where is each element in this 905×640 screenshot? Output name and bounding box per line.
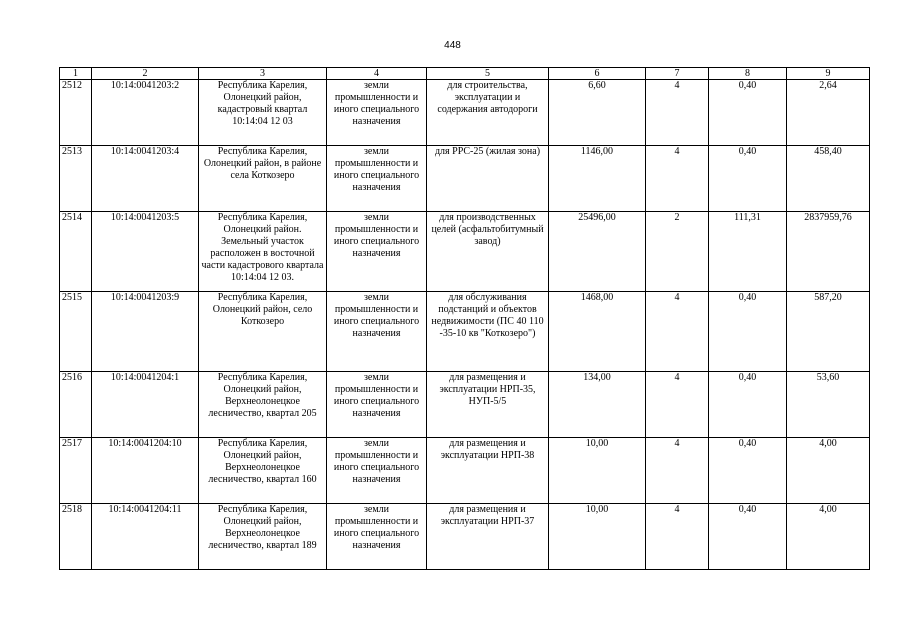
column-header: 8 (709, 68, 787, 80)
rate-cell: 0,40 (709, 438, 787, 504)
permitted-use-cell: для строительства, эксплуатации и содержания автодороги (427, 80, 549, 146)
permitted-use-cell: для размещения и эксплуатации НРП-37 (427, 504, 549, 570)
rate-cell: 0,40 (709, 80, 787, 146)
land-category-cell: земли промышленности и иного специального назначения (327, 504, 427, 570)
permitted-use-cell: для обслуживания подстанций и объектов недвижимости (ПС 40 110 -35-10 кв "Коткозеро") (427, 292, 549, 372)
row-number-cell: 2518 (60, 504, 92, 570)
table-row (60, 372, 870, 438)
cadastral-number-cell: 10:14:0041203:4 (92, 146, 199, 212)
location-cell: Республика Карелия, Олонецкий район, Верхнеолонецкое лесничество, квартал 189 (199, 504, 327, 570)
cadastral-number-cell: 10:14:0041204:10 (92, 438, 199, 504)
group-cell: 4 (646, 292, 709, 372)
row-number-cell: 2517 (60, 438, 92, 504)
column-header: 4 (327, 68, 427, 80)
land-category-cell: земли промышленности и иного специального назначения (327, 438, 427, 504)
location-cell: Республика Карелия, Олонецкий район, кадастровый квартал 10:14:04 12 03 (199, 80, 327, 146)
amount-cell: 4,00 (787, 504, 870, 570)
area-cell: 1146,00 (549, 146, 646, 212)
land-category-cell: земли промышленности и иного специального назначения (327, 80, 427, 146)
land-category-cell: земли промышленности и иного специального назначения (327, 292, 427, 372)
area-cell: 1468,00 (549, 292, 646, 372)
cadastral-number-cell: 10:14:0041203:9 (92, 292, 199, 372)
location-cell: Республика Карелия, Олонецкий район. Земельный участок расположен в восточной части кадастрового квартала 10:14:04 12 03. (199, 212, 327, 292)
amount-cell: 2,64 (787, 80, 870, 146)
location-cell: Республика Карелия, Олонецкий район, Верхнеолонецкое лесничество, квартал 205 (199, 372, 327, 438)
rate-cell: 0,40 (709, 504, 787, 570)
column-header: 3 (199, 68, 327, 80)
cadastral-number-cell: 10:14:0041203:2 (92, 80, 199, 146)
table-row (60, 504, 870, 570)
land-category-cell: земли промышленности и иного специального назначения (327, 146, 427, 212)
group-cell: 4 (646, 80, 709, 146)
column-header: 1 (60, 68, 92, 80)
row-number-cell: 2512 (60, 80, 92, 146)
group-cell: 4 (646, 438, 709, 504)
rate-cell: 111,31 (709, 212, 787, 292)
amount-cell: 587,20 (787, 292, 870, 372)
amount-cell: 4,00 (787, 438, 870, 504)
cadastral-number-cell: 10:14:0041204:11 (92, 504, 199, 570)
cadastral-number-cell: 10:14:0041203:5 (92, 212, 199, 292)
table-row (60, 212, 870, 292)
land-category-cell: земли промышленности и иного специального назначения (327, 372, 427, 438)
table-row (60, 80, 870, 146)
group-cell: 4 (646, 504, 709, 570)
table-row (60, 438, 870, 504)
group-cell: 2 (646, 212, 709, 292)
table-row (60, 146, 870, 212)
permitted-use-cell: для производственных целей (асфальтобитумный завод) (427, 212, 549, 292)
column-number-row (60, 68, 870, 80)
column-header: 9 (787, 68, 870, 80)
location-cell: Республика Карелия, Олонецкий район, Верхнеолонецкое лесничество, квартал 160 (199, 438, 327, 504)
column-header: 5 (427, 68, 549, 80)
rate-cell: 0,40 (709, 146, 787, 212)
permitted-use-cell: для размещения и эксплуатации НРП-38 (427, 438, 549, 504)
row-number-cell: 2513 (60, 146, 92, 212)
table-row (60, 292, 870, 372)
permitted-use-cell: для РРС-25 (жилая зона) (427, 146, 549, 212)
column-header: 2 (92, 68, 199, 80)
land-registry-table (59, 67, 870, 570)
area-cell: 134,00 (549, 372, 646, 438)
column-header: 6 (549, 68, 646, 80)
group-cell: 4 (646, 372, 709, 438)
row-number-cell: 2516 (60, 372, 92, 438)
cadastral-number-cell: 10:14:0041204:1 (92, 372, 199, 438)
area-cell: 25496,00 (549, 212, 646, 292)
amount-cell: 53,60 (787, 372, 870, 438)
rate-cell: 0,40 (709, 292, 787, 372)
rate-cell: 0,40 (709, 372, 787, 438)
group-cell: 4 (646, 146, 709, 212)
amount-cell: 2837959,76 (787, 212, 870, 292)
page-number: 448 (444, 40, 461, 51)
row-number-cell: 2515 (60, 292, 92, 372)
row-number-cell: 2514 (60, 212, 92, 292)
permitted-use-cell: для размещения и эксплуатации НРП-35, НУП-5/5 (427, 372, 549, 438)
location-cell: Республика Карелия, Олонецкий район, село Коткозеро (199, 292, 327, 372)
area-cell: 10,00 (549, 438, 646, 504)
amount-cell: 458,40 (787, 146, 870, 212)
column-header: 7 (646, 68, 709, 80)
land-category-cell: земли промышленности и иного специального назначения (327, 212, 427, 292)
area-cell: 10,00 (549, 504, 646, 570)
area-cell: 6,60 (549, 80, 646, 146)
location-cell: Республика Карелия, Олонецкий район, в районе села Коткозеро (199, 146, 327, 212)
